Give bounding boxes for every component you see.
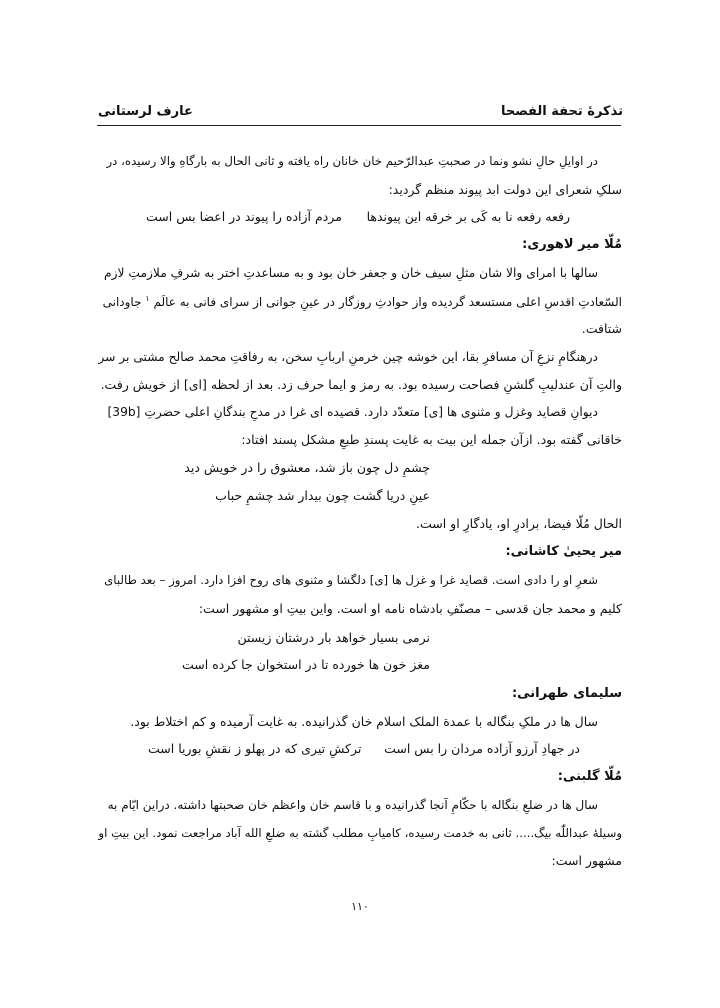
header-rule bbox=[97, 125, 621, 126]
paragraph-line: خاقانی گفته بود. ازآن جمله این بیت به غایت پسندِ طبعِ مشکل پسند افتاد: bbox=[241, 432, 622, 447]
running-title: تذکرۀ تحفة الفصحا bbox=[500, 104, 623, 119]
paragraph-line: کلیم و محمد جان قدسی – مصنّفِ بادشاه نامه او است. واین بیتِ او مشهور است: bbox=[198, 601, 622, 616]
verse-line: چشمِ دل چون باز شد، معشوق را در خویش دید bbox=[184, 460, 430, 475]
verse-hemistich: در جهادِ آرزو آزاده مردان را بس است bbox=[384, 741, 580, 756]
page-number: ۱۱۰ bbox=[351, 900, 369, 913]
folio-reference: [39b] bbox=[107, 405, 141, 419]
paragraph-line: درهنگامِ نزعِ آن مسافرِ بقا، این خوشه چین خرمنِ اربابِ سخن، به رفاقتِ محمد صالح مشتی بر سر bbox=[98, 350, 598, 364]
verse-line: مغز خون ها خورده تا در استخوان جا کرده است bbox=[182, 657, 430, 672]
section-heading: مُلّا میر لاهوری: bbox=[522, 237, 622, 252]
verse-hemistich: رفعه رفعه نا به کَی بر خرقه این پیوندها bbox=[366, 209, 570, 224]
section-heading: سلیمای طهرانی: bbox=[511, 686, 622, 701]
paragraph-line bbox=[103, 294, 622, 309]
paragraph-line: مشهور است: bbox=[551, 853, 622, 868]
paragraph-line: وسیلۀ عبداللّٰه بیگ..... ثانی به خدمت رسیده، کامیابِ مطلب گشته به ضلعِ الله آباد مراجعت نمود. این بیتِ او bbox=[98, 826, 622, 840]
paragraph-line: والتِ آن عندلیبِ گلشنِ فصاحت رسیده بود. به رمز و ایما حرف زد. بعد از لحظه [ای] از خویش رفت. bbox=[100, 377, 622, 392]
paragraph-text: دیوانِ قصاید وغزل و مثنوی ها [ی] متعدّد دارد. قصیده ای غرا در مدحِ بندگانِ اعلی حضرتِ bbox=[144, 405, 598, 419]
paragraph-line: سلکِ شعرای این دولت ابد پیوند منظم گردید: bbox=[388, 182, 622, 197]
paragraph-line: شعرِ او را دادی است. قصاید غرا و غزل ها [ی] دلگشا و مثنوی های روح افزا دارد. امروز – بعد طالبای bbox=[104, 573, 598, 587]
verse-hemistich: ترکشِ تیری که در پهلو ز نقشِ بوریا است bbox=[148, 741, 362, 756]
verse-line: نرمی بسیار خواهد بار درشتان زیستن bbox=[237, 630, 430, 645]
author-title: عارف لرستانی bbox=[98, 104, 193, 119]
paragraph-line: سالها با امرای والا شان مثلِ سیف خان و جعفر خان بود و به مساعدتِ اختر به شرفِ ملازمتِ لازم bbox=[104, 266, 598, 280]
paragraph-line bbox=[108, 405, 599, 419]
paragraph-line: در اوایلِ حالِ نشو ونما در صحبتِ عبدالرّحیم خان خانان راه یافته و ثانی الحال به بارگاهِ والا رسیده، در bbox=[106, 154, 598, 168]
paragraph-line: شتافت. bbox=[581, 321, 622, 336]
verse-line: عینِ دریا گشت چون بیدار شد چشمِ حباب bbox=[215, 488, 430, 503]
paragraph-line: الحال مُلّا فیضا، برادرِ او، یادگارِ او است. bbox=[416, 516, 622, 531]
verse-hemistich: مردم آزاده را پیوند در اعضا بس است bbox=[146, 209, 342, 224]
paragraph-text: جاودانی bbox=[102, 295, 142, 309]
paragraph-line: سال ها در ضلعِ بنگاله با حکّامِ آنجا گذرانیده و با قاسم خان واعظم خان صحبتها داشته. دراین ایّام به bbox=[107, 798, 598, 812]
section-heading: مُلّا گلبنی: bbox=[557, 769, 622, 784]
paragraph-line: سال ها در ملکِ بنگاله با عمدة الملک اسلام خان گذرانیده. به غایت آرمیده و کم اختلاط بود. bbox=[130, 714, 598, 729]
paragraph-text: السّعادتِ اقدسِ اعلی مستسعد گردیده واز حوادثِ روزگار در عینِ جوانی از سرای فانی به عالَم bbox=[153, 295, 622, 309]
section-heading: میر یحییٰ کاشانی: bbox=[505, 544, 622, 559]
footnote-marker: ۱ bbox=[145, 294, 150, 303]
